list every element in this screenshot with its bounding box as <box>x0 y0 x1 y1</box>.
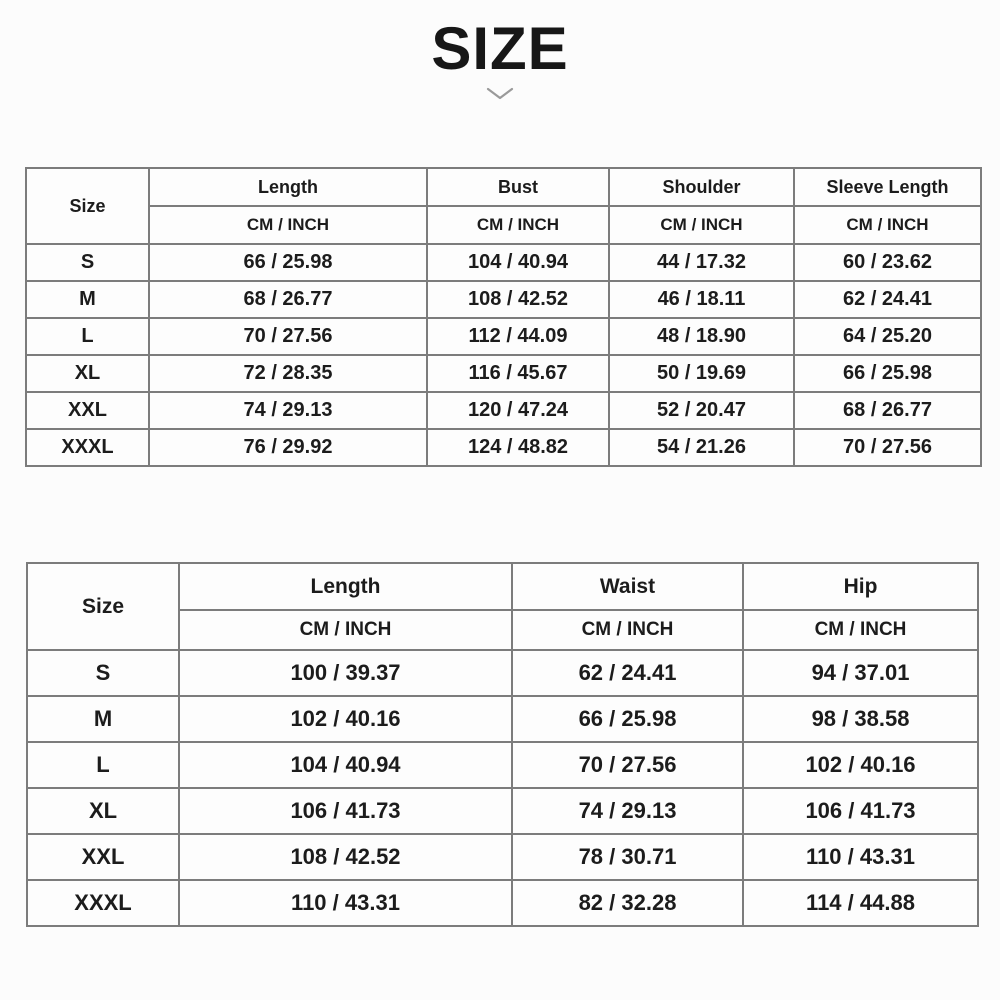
column-header-length: Length <box>149 168 427 206</box>
unit-label: CM / INCH <box>794 206 981 244</box>
table-row <box>26 281 981 318</box>
measurement-cell: 52 / 20.47 <box>609 392 794 429</box>
table-row <box>26 429 981 466</box>
table-row <box>26 355 981 392</box>
column-header-shoulder: Shoulder <box>609 168 794 206</box>
unit-label: CM / INCH <box>609 206 794 244</box>
measurement-cell: 78 / 30.71 <box>512 834 743 880</box>
size-label: L <box>26 318 149 355</box>
size-label: L <box>27 742 179 788</box>
table-row <box>27 696 978 742</box>
measurement-cell: 50 / 19.69 <box>609 355 794 392</box>
measurement-cell: 106 / 41.73 <box>743 788 978 834</box>
size-label: XL <box>27 788 179 834</box>
unit-label: CM / INCH <box>512 610 743 650</box>
column-header-sleeve-length: Sleeve Length <box>794 168 981 206</box>
table-row <box>26 244 981 281</box>
measurement-cell: 48 / 18.90 <box>609 318 794 355</box>
chevron-down-icon <box>0 86 1000 102</box>
size-label: XXL <box>27 834 179 880</box>
unit-header-row <box>26 206 981 244</box>
unit-label: CM / INCH <box>149 206 427 244</box>
unit-label: CM / INCH <box>179 610 512 650</box>
table-row <box>27 834 978 880</box>
measurement-cell: 102 / 40.16 <box>743 742 978 788</box>
measurement-cell: 102 / 40.16 <box>179 696 512 742</box>
top-table-header <box>26 168 981 244</box>
measurement-cell: 110 / 43.31 <box>743 834 978 880</box>
measurement-cell: 110 / 43.31 <box>179 880 512 926</box>
measurement-cell: 64 / 25.20 <box>794 318 981 355</box>
measurement-cell: 98 / 38.58 <box>743 696 978 742</box>
measurement-cell: 82 / 32.28 <box>512 880 743 926</box>
size-label: S <box>26 244 149 281</box>
size-column-header: Size <box>26 168 149 244</box>
measurement-cell: 62 / 24.41 <box>512 650 743 696</box>
measurement-cell: 104 / 40.94 <box>427 244 609 281</box>
table-row <box>27 742 978 788</box>
unit-label: CM / INCH <box>427 206 609 244</box>
measurement-cell: 112 / 44.09 <box>427 318 609 355</box>
measurement-cell: 108 / 42.52 <box>427 281 609 318</box>
size-label: XXXL <box>27 880 179 926</box>
size-label: XXXL <box>26 429 149 466</box>
size-label: S <box>27 650 179 696</box>
table-row <box>27 880 978 926</box>
measurement-cell: 114 / 44.88 <box>743 880 978 926</box>
measurement-cell: 76 / 29.92 <box>149 429 427 466</box>
bottom-table-header <box>27 563 978 650</box>
size-column-header: Size <box>27 563 179 650</box>
page-title: SIZE <box>431 15 569 82</box>
measurement-cell: 68 / 26.77 <box>149 281 427 318</box>
measurement-cell: 100 / 39.37 <box>179 650 512 696</box>
column-header-row <box>27 563 978 610</box>
measurement-cell: 60 / 23.62 <box>794 244 981 281</box>
measurement-cell: 66 / 25.98 <box>512 696 743 742</box>
top-table-body <box>26 244 981 466</box>
size-label: M <box>26 281 149 318</box>
column-header-hip: Hip <box>743 563 978 610</box>
measurement-cell: 94 / 37.01 <box>743 650 978 696</box>
table-row <box>26 318 981 355</box>
measurement-cell: 106 / 41.73 <box>179 788 512 834</box>
size-label: XXL <box>26 392 149 429</box>
measurement-cell: 62 / 24.41 <box>794 281 981 318</box>
measurement-cell: 68 / 26.77 <box>794 392 981 429</box>
column-header-row <box>26 168 981 206</box>
size-label: M <box>27 696 179 742</box>
bottom-size-table <box>26 562 979 927</box>
measurement-cell: 124 / 48.82 <box>427 429 609 466</box>
measurement-cell: 74 / 29.13 <box>149 392 427 429</box>
measurement-cell: 72 / 28.35 <box>149 355 427 392</box>
measurement-cell: 108 / 42.52 <box>179 834 512 880</box>
measurement-cell: 44 / 17.32 <box>609 244 794 281</box>
measurement-cell: 120 / 47.24 <box>427 392 609 429</box>
column-header-bust: Bust <box>427 168 609 206</box>
measurement-cell: 54 / 21.26 <box>609 429 794 466</box>
top-size-table <box>25 167 982 467</box>
measurement-cell: 74 / 29.13 <box>512 788 743 834</box>
measurement-cell: 116 / 45.67 <box>427 355 609 392</box>
column-header-waist: Waist <box>512 563 743 610</box>
table-row <box>27 650 978 696</box>
measurement-cell: 70 / 27.56 <box>149 318 427 355</box>
measurement-cell: 70 / 27.56 <box>512 742 743 788</box>
unit-label: CM / INCH <box>743 610 978 650</box>
measurement-cell: 66 / 25.98 <box>149 244 427 281</box>
table-row <box>27 788 978 834</box>
column-header-length: Length <box>179 563 512 610</box>
table-row <box>26 392 981 429</box>
bottom-table-body <box>27 650 978 926</box>
measurement-cell: 104 / 40.94 <box>179 742 512 788</box>
measurement-cell: 46 / 18.11 <box>609 281 794 318</box>
size-label: XL <box>26 355 149 392</box>
measurement-cell: 70 / 27.56 <box>794 429 981 466</box>
measurement-cell: 66 / 25.98 <box>794 355 981 392</box>
